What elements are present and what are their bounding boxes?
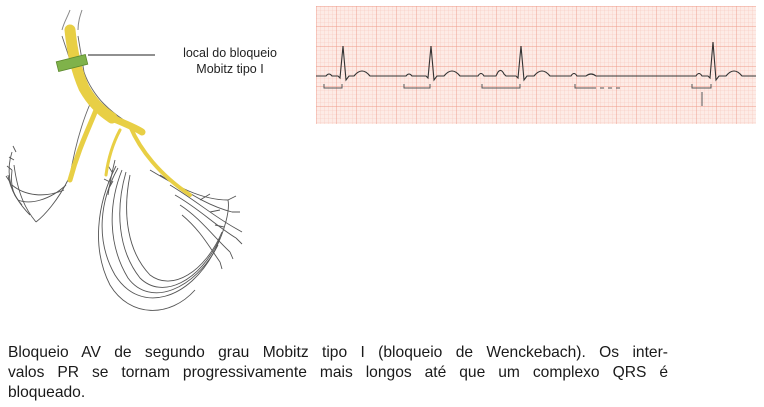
caption-line1: Bloqueio AV de segundo grau Mobitz tipo I (bloqueio de Wenckebach). Os inter-: [8, 344, 668, 361]
caption-line2: valos PR se tornam progressivamente mais longos até que um complexo QRS é: [8, 364, 668, 381]
block-site-label-line2: Mobitz tipo I: [196, 62, 264, 76]
ecg-strip: [316, 6, 756, 124]
figure-caption: [8, 343, 668, 403]
purkinje-fibers: [6, 36, 242, 310]
block-site-label: [170, 45, 290, 77]
caption-line3: bloqueado.: [8, 384, 86, 401]
block-site-label-line1: local do bloqueio: [183, 46, 277, 60]
